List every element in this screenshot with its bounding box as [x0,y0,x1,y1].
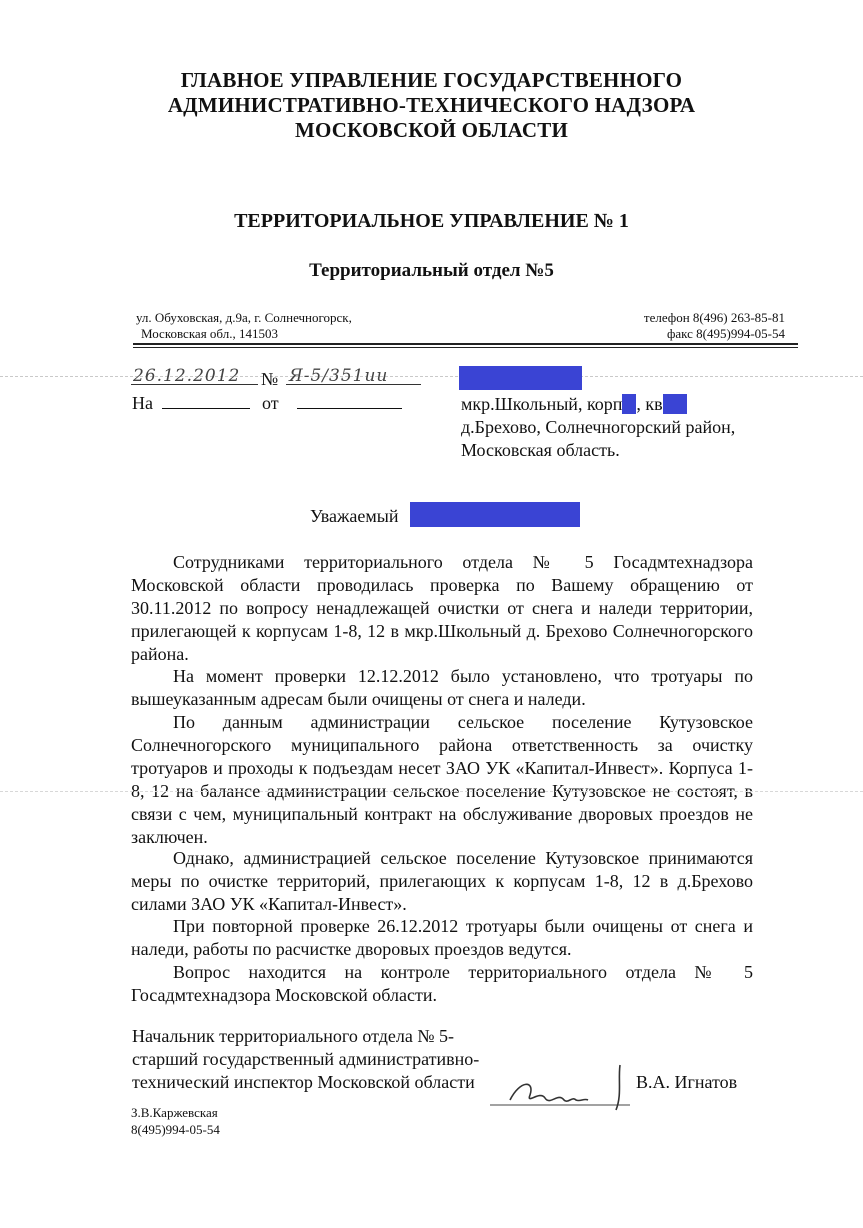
registration-row [131,366,461,389]
from-label: от [262,393,279,413]
body-paragraph-2: На момент проверки 12.12.2012 было установлено, что тротуары по вышеуказанным адресам были очищены от снега и наледи. [131,666,753,709]
body-paragraph-4: Однако, администрацией сельское поселение Кутузовское принимаются меры по очистке территорий, прилегающих к корпусам 1-8, 12 в д.Брехово силами ЗАО УК «Капитал-Инвест». [131,848,753,914]
redacted-addressee [410,502,580,527]
reply-label: На [132,393,153,413]
address-line-1: ул. Обуховская, д.9а, г. Солнечногорск, [136,310,352,325]
salutation [310,505,399,527]
phone-number: телефон 8(496) 263-85-81 [643,310,785,325]
reply-to-row [132,392,402,414]
body-paragraph-1: Сотрудниками территориального отдела № 5 Госадмтехнадзора Московской области проводилась проверка по Вашему обращению от 30.11.2012 по вопросу ненадлежащей очистки от снега и наледи территории, прилегающей к корпусам 1-8, 12 в мкр.Школьный д. Брехово Солнечногорского района. [131,552,753,664]
org-name-line-3: МОСКОВСКОЙ ОБЛАСТИ [295,118,568,142]
address-line-2: Московская обл., 141503 [141,326,278,341]
signer-title-line-1: Начальник территориального отдела № 5- [132,1026,455,1046]
org-name-line-1: ГЛАВНОЕ УПРАВЛЕНИЕ ГОСУДАРСТВЕННОГО [180,68,683,92]
handwritten-signature [480,1060,650,1120]
header-rule-thin [133,347,798,348]
redacted-building [622,394,636,414]
number-label: № [261,369,279,389]
recipient-apartment-label: , кв [636,394,663,414]
executor-phone: 8(495)994-05-54 [131,1122,220,1137]
date-underline [131,384,258,385]
body-paragraph-6: Вопрос находится на контроле территориального отдела № 5 Госадмтехнадзора Московской области. [131,962,753,1005]
from-blank [297,394,402,409]
signer-name: В.А. Игнатов [636,1072,738,1092]
registration-number-handwritten: Я-5/351ии [289,366,389,386]
recipient-line-2: д.Брехово, Солнечногорский район, [461,417,736,437]
redacted-recipient-name [459,366,582,390]
reply-blank [162,394,250,409]
division-title: ТЕРРИТОРИАЛЬНОЕ УПРАВЛЕНИЕ № 1 [234,210,629,232]
recipient-line-3: Московская область. [461,440,620,460]
recipient-line-1 [461,393,687,415]
signer-title-line-3: технический инспектор Московской области [132,1072,475,1092]
recipient-building-label: мкр.Школьный, корп [461,394,623,414]
redacted-apartment [663,394,687,414]
fax-number: факс 8(495)994-05-54 [666,326,785,341]
salutation-text: Уважаемый [310,506,399,526]
header-rule-thick [133,343,798,345]
number-underline [286,384,421,385]
executor-name: З.В.Каржевская [131,1105,218,1120]
body-paragraph-3: По данным администрации сельское поселение Кутузовское Солнечногорского муниципального района ответственность за очистку тротуаров и проходы к подъездам несет ЗАО УК «Капитал-Инвест». Корпуса 1-8, 12 на балансе администрации сельское поселение Кутузовское не состоят, в связи с чем, муниципальный контракт на обслуживание дворовых проездов не заключен. [131,712,753,847]
registration-date-handwritten: 26.12.2012 [133,366,241,386]
org-name-line-2: АДМИНИСТРАТИВНО-ТЕХНИЧЕСКОГО НАДЗОРА [167,93,696,117]
department-title: Территориальный отдел №5 [309,260,554,281]
body-paragraph-5: При повторной проверке 26.12.2012 тротуары были очищены от снега и наледи, работы по расчистке дворовых проездов ведутся. [131,916,753,959]
scan-artifact-line-2 [0,791,863,792]
signer-title-line-2: старший государственный административно- [132,1049,480,1069]
